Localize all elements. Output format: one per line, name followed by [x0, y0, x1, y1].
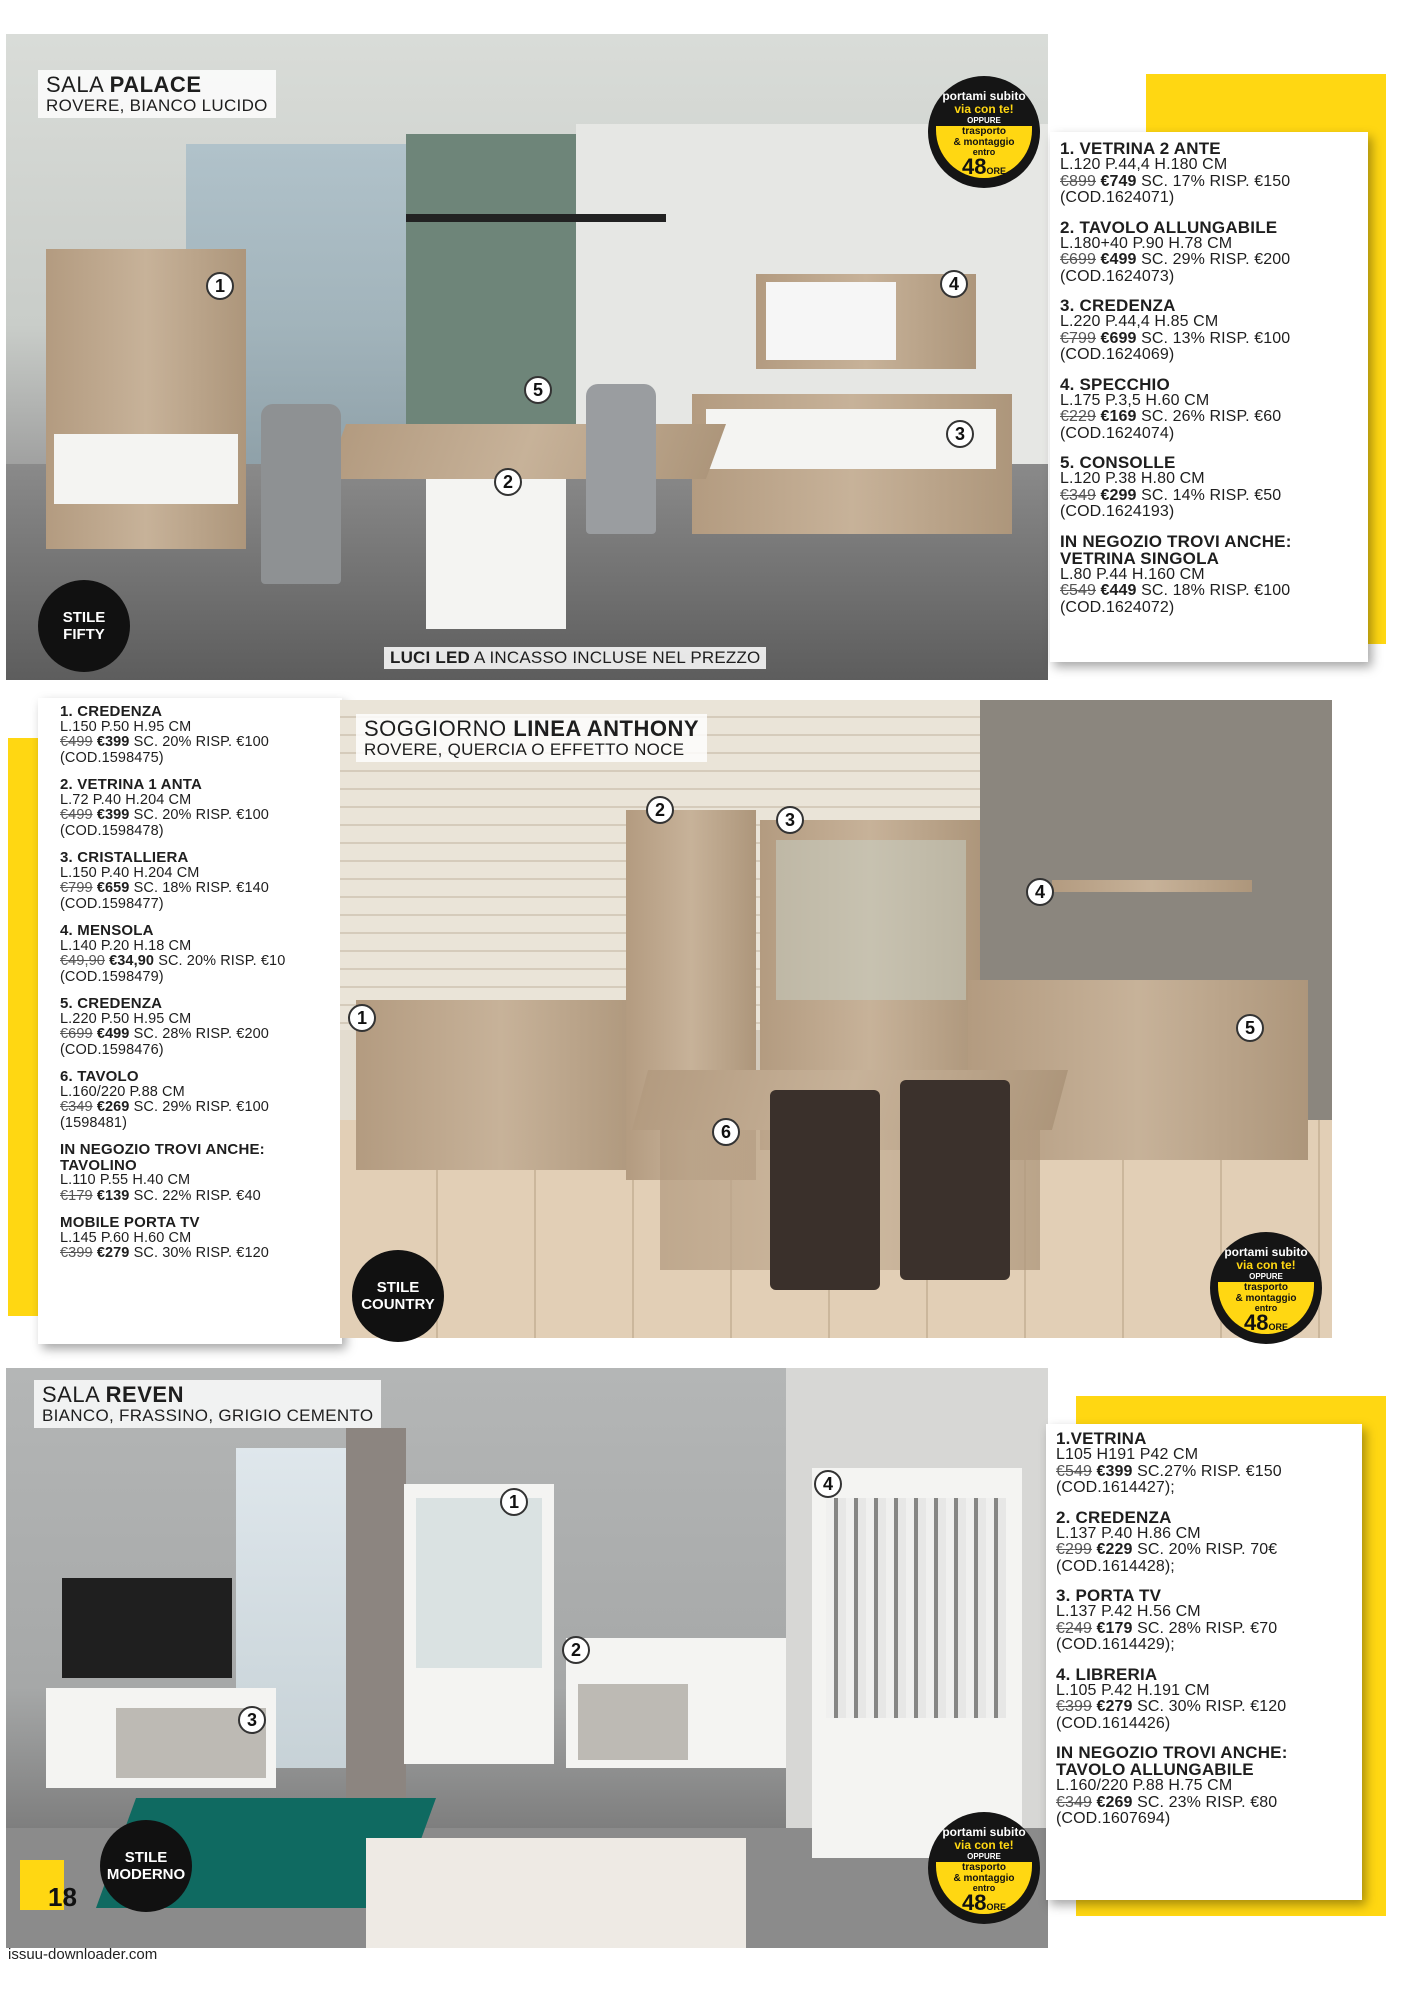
item-name: 1. CREDENZA [60, 703, 163, 720]
credenza-panel [578, 1684, 688, 1760]
item-discount: SC. 17% RISP. €150 [1141, 172, 1291, 190]
item-new-price: €449 [1100, 582, 1137, 599]
palace-delivery-badge [928, 76, 1040, 188]
reven-item [1056, 1430, 1352, 1497]
badge-hours-unit: ORE [986, 1902, 1006, 1912]
reven-marker-2: 2 [562, 1636, 590, 1664]
anthony-marker-1: 1 [348, 1004, 376, 1032]
badge-line1: portami subito [942, 89, 1026, 103]
chair-right [586, 384, 656, 534]
palace-title-bold: PALACE [109, 72, 202, 97]
palace-marker-3: 3 [946, 420, 974, 448]
palace-item-extra [1060, 533, 1358, 617]
palace-room-photo [6, 34, 1048, 680]
badge-line4: trasporto [962, 126, 1006, 137]
item-old-price: €499 [60, 807, 93, 823]
item-dims: L.180+40 P.90 H.78 CM [1060, 234, 1233, 252]
item-discount: SC. 13% RISP. €100 [1141, 329, 1291, 347]
palace-style-badge [38, 580, 130, 672]
anthony-item [60, 923, 332, 985]
item-new-price: €139 [96, 1187, 130, 1204]
badge-line4: trasporto [1244, 1282, 1288, 1293]
item-new-price: €169 [1100, 408, 1137, 425]
reven-title-plain: SALA [42, 1382, 100, 1407]
page-number: 18 [48, 1882, 77, 1912]
badge-line6: entro [1254, 1303, 1278, 1313]
reven-price-card [1046, 1424, 1362, 1900]
palace-led-caption [384, 647, 766, 669]
item-old-price: €699 [1060, 251, 1096, 268]
item-old-price: €299 [1056, 1541, 1092, 1558]
anthony-item [60, 996, 332, 1058]
cristalliera-glass [776, 840, 966, 1000]
item-discount: SC. 18% RISP. €100 [1141, 582, 1291, 599]
tv-screen [62, 1578, 232, 1678]
item-name: IN NEGOZIO TROVI ANCHE: TAVOLINO [60, 1141, 265, 1174]
item-old-price: €549 [1060, 582, 1096, 599]
vetrina-glass [416, 1498, 542, 1668]
item-dims: L.220 P.44,4 H.85 CM [1060, 313, 1219, 330]
item-dims: L.220 P.50 H.95 CM [60, 1010, 192, 1027]
anthony-style-badge [352, 1250, 444, 1342]
pendant-lamp [406, 214, 666, 222]
item-name: IN NEGOZIO TROVI ANCHE: TAVOLO ALLUNGABILE [1056, 1743, 1288, 1779]
badge-line5: & montaggio [953, 1873, 1015, 1884]
credenza-left [356, 1000, 646, 1170]
badge-line1: portami subito [1224, 1245, 1308, 1259]
style-label-line2: MODERNO [106, 1866, 186, 1883]
anthony-marker-3: 3 [776, 806, 804, 834]
badge-hours-unit: ORE [1268, 1322, 1288, 1332]
reven-title [34, 1380, 381, 1428]
item-new-price: €399 [96, 807, 130, 823]
badge-hours-number: 48 [962, 1890, 987, 1915]
item-discount: SC. 30% RISP. €120 [133, 1245, 269, 1261]
item-name: 4. LIBRERIA [1056, 1664, 1158, 1684]
item-old-price: €699 [60, 1026, 93, 1042]
anthony-title-plain: SOGGIORNO [364, 716, 507, 741]
style-label-line1: STILE [62, 609, 106, 626]
item-discount: SC. 18% RISP. €140 [133, 880, 269, 896]
badge-line6: entro [972, 147, 996, 157]
badge-hours-number: 48 [1244, 1310, 1269, 1335]
item-dims: L.137 P.40 H.86 CM [1056, 1524, 1201, 1542]
anthony-marker-5: 5 [1236, 1014, 1264, 1042]
item-name: 1. VETRINA 2 ANTE [1060, 139, 1221, 158]
anthony-room-photo [340, 700, 1332, 1338]
reven-subtitle: BIANCO, FRASSINO, GRIGIO CEMENTO [42, 1406, 374, 1425]
palace-item [1060, 297, 1358, 364]
item-old-price: €349 [1056, 1793, 1092, 1811]
badge-hours [928, 156, 1040, 182]
badge-line4: trasporto [962, 1862, 1006, 1873]
palace-marker-4: 4 [940, 270, 968, 298]
style-label-line2: COUNTRY [361, 1296, 435, 1313]
item-old-price: €799 [60, 880, 93, 896]
anthony-item [60, 704, 332, 766]
item-name: 5. CONSOLLE [1060, 453, 1176, 472]
reven-item-extra [1056, 1744, 1352, 1828]
item-new-price: €269 [96, 1099, 130, 1115]
palace-title [38, 70, 276, 118]
anthony-marker-6: 6 [712, 1118, 740, 1146]
reven-item [1056, 1587, 1352, 1654]
item-code: (COD.1624193) [1060, 503, 1175, 520]
item-dims: L.120 P.44,4 H.180 CM [1060, 156, 1228, 173]
item-old-price: €179 [60, 1187, 93, 1204]
anthony-price-card [38, 698, 342, 1344]
anthony-item [60, 777, 332, 839]
palace-marker-5: 5 [524, 376, 552, 404]
badge-line2: via con te! [954, 1838, 1014, 1852]
item-new-price: €299 [1100, 486, 1137, 504]
badge-line3: OPPURE [967, 116, 1001, 125]
mensola-shelf [1052, 880, 1252, 892]
palace-item [1060, 219, 1358, 286]
anthony-item [60, 850, 332, 912]
badge-hours [928, 1892, 1040, 1918]
item-code: (COD.1614427); [1056, 1479, 1175, 1496]
style-label-line1: STILE [376, 1279, 420, 1296]
item-old-price: €349 [1060, 486, 1096, 504]
item-code: (COD.1598479) [60, 968, 164, 985]
item-code: (COD.1624073) [1060, 267, 1175, 285]
item-name: 1.VETRINA [1056, 1429, 1147, 1448]
item-dims: L.110 P.55 H.40 CM [60, 1172, 191, 1188]
item-discount: SC. 29% RISP. €200 [1141, 251, 1291, 268]
item-name: IN NEGOZIO TROVI ANCHE: VETRINA SINGOLA [1060, 531, 1292, 568]
anthony-delivery-badge [1210, 1232, 1322, 1344]
palace-price-card [1050, 132, 1368, 662]
item-discount: SC. 20% RISP. €10 [158, 953, 286, 969]
item-code: (COD.1598476) [60, 1041, 164, 1058]
item-discount: SC. 20% RISP. €100 [133, 807, 269, 823]
reven-marker-4: 4 [814, 1470, 842, 1498]
item-name: 4. MENSOLA [60, 922, 154, 939]
badge-hours [1210, 1312, 1322, 1338]
palace-marker-2: 2 [494, 468, 522, 496]
item-old-price: €899 [1060, 172, 1096, 190]
badge-line5: & montaggio [953, 137, 1015, 148]
dining-table-top [326, 424, 726, 479]
item-old-price: €249 [1056, 1619, 1092, 1637]
item-discount: SC. 20% RISP. €100 [133, 734, 269, 750]
item-new-price: €34,90 [109, 953, 155, 969]
palace-subtitle: ROVERE, BIANCO LUCIDO [46, 96, 268, 115]
anthony-marker-2: 2 [646, 796, 674, 824]
item-name: 2. TAVOLO ALLUNGABILE [1060, 217, 1278, 237]
item-discount: SC. 28% RISP. €70 [1137, 1619, 1278, 1637]
item-new-price: €499 [96, 1026, 130, 1042]
item-new-price: €279 [1096, 1698, 1133, 1715]
item-old-price: €349 [60, 1099, 93, 1115]
anthony-title-bold: LINEA ANTHONY [513, 716, 700, 741]
caption-rest: A INCASSO INCLUSE NEL PREZZO [473, 648, 761, 667]
badge-line3: OPPURE [967, 1852, 1001, 1861]
anthony-subtitle: ROVERE, QUERCIA O EFFETTO NOCE [364, 740, 685, 759]
item-new-price: €399 [96, 734, 130, 750]
reven-title-bold: REVEN [105, 1382, 184, 1407]
palace-title-plain: SALA [46, 72, 104, 97]
item-code: (1598481) [60, 1114, 128, 1131]
reven-style-badge [100, 1820, 192, 1912]
item-name: 3. CREDENZA [1060, 296, 1176, 315]
item-code: (COD.1614429); [1056, 1636, 1175, 1653]
item-dims: L.72 P.40 H.204 CM [60, 791, 192, 808]
chair-dark-2 [900, 1080, 1010, 1280]
libreria-books [826, 1498, 1006, 1718]
palace-item [1060, 376, 1358, 443]
item-old-price: €49,90 [60, 953, 105, 969]
reven-item [1056, 1666, 1352, 1733]
vetrina-white-panel [54, 434, 238, 504]
badge-line2: via con te! [954, 102, 1014, 116]
item-discount: SC. 30% RISP. €120 [1137, 1698, 1287, 1715]
item-discount: SC. 22% RISP. €40 [133, 1187, 261, 1204]
white-sofa [366, 1838, 746, 1948]
item-code: (COD.1624071) [1060, 189, 1175, 206]
item-name: 5. CREDENZA [60, 995, 163, 1012]
item-discount: SC. 26% RISP. €60 [1141, 408, 1282, 425]
item-code: (COD.1598475) [60, 749, 164, 766]
item-new-price: €659 [96, 880, 130, 896]
item-discount: SC. 20% RISP. 70€ [1137, 1541, 1278, 1558]
item-new-price: €269 [1096, 1793, 1133, 1811]
chair-left [261, 404, 341, 584]
badge-line1: portami subito [942, 1825, 1026, 1839]
item-discount: SC. 28% RISP. €200 [133, 1026, 269, 1042]
item-name: 4. SPECCHIO [1060, 374, 1170, 394]
item-code: (COD.1598477) [60, 895, 164, 912]
item-new-price: €179 [1096, 1619, 1133, 1637]
item-dims: L.160/220 P.88 CM [60, 1083, 185, 1100]
item-new-price: €499 [1100, 251, 1137, 268]
item-new-price: €749 [1100, 172, 1137, 190]
caption-bold: LUCI LED [390, 648, 470, 667]
item-new-price: €699 [1100, 329, 1137, 347]
item-new-price: €229 [1096, 1541, 1133, 1558]
item-new-price: €399 [1096, 1462, 1133, 1480]
style-label-line2: FIFTY [63, 626, 105, 643]
palace-item [1060, 140, 1358, 207]
style-label-line1: STILE [124, 1849, 168, 1866]
item-code: (COD.1624072) [1060, 598, 1175, 616]
anthony-marker-4: 4 [1026, 878, 1054, 906]
chair-dark-1 [770, 1090, 880, 1290]
item-old-price: €549 [1056, 1462, 1092, 1480]
item-code: (COD.1614426) [1056, 1714, 1171, 1732]
item-dims: L.175 P.3,5 H.60 CM [1060, 391, 1210, 409]
item-dims: L.80 P.44 H.160 CM [1060, 565, 1205, 583]
item-code: (COD.1614428); [1056, 1557, 1175, 1575]
item-dims: L.140 P.20 H.18 CM [60, 937, 192, 954]
badge-line6: entro [972, 1883, 996, 1893]
anthony-title [356, 714, 707, 762]
badge-line2: via con te! [1236, 1258, 1296, 1272]
item-name: MOBILE PORTA TV [60, 1214, 200, 1231]
item-name: 3. PORTA TV [1056, 1586, 1162, 1605]
item-old-price: €399 [1056, 1698, 1092, 1715]
item-name: 3. CRISTALLIERA [60, 849, 189, 866]
anthony-item-extra [60, 1142, 332, 1204]
badge-hours-number: 48 [962, 154, 987, 179]
item-discount: SC. 23% RISP. €80 [1137, 1793, 1278, 1811]
item-new-price: €279 [96, 1245, 130, 1261]
item-dims: L.160/220 P.88 H.75 CM [1056, 1777, 1233, 1794]
item-name: 2. VETRINA 1 ANTA [60, 776, 203, 793]
item-dims: L.105 P.42 H.191 CM [1056, 1681, 1210, 1699]
anthony-item [60, 1069, 332, 1131]
item-dims: L.137 P.42 H.56 CM [1056, 1603, 1201, 1620]
green-wall [406, 134, 576, 454]
item-code: (COD.1624074) [1060, 424, 1175, 442]
item-old-price: €399 [60, 1245, 93, 1261]
badge-line5: & montaggio [1235, 1293, 1297, 1304]
reven-marker-3: 3 [238, 1706, 266, 1734]
item-dims: L.120 P.38 H.80 CM [1060, 470, 1205, 487]
item-code: (COD.1598478) [60, 822, 164, 839]
item-discount: SC. 14% RISP. €50 [1141, 486, 1282, 504]
reven-delivery-badge [928, 1812, 1040, 1924]
item-old-price: €799 [1060, 329, 1096, 347]
palace-marker-1: 1 [206, 272, 234, 300]
item-code: (COD.1607694) [1056, 1810, 1171, 1827]
item-dims: L.150 P.50 H.95 CM [60, 718, 192, 735]
badge-hours-unit: ORE [986, 166, 1006, 176]
item-discount: SC.27% RISP. €150 [1137, 1462, 1282, 1480]
item-old-price: €499 [60, 734, 93, 750]
reven-marker-1: 1 [500, 1488, 528, 1516]
dining-table-base [426, 479, 566, 629]
item-discount: SC. 29% RISP. €100 [133, 1099, 269, 1115]
reven-item [1056, 1509, 1352, 1576]
item-dims: L.150 P.40 H.204 CM [60, 864, 200, 881]
item-old-price: €229 [1060, 408, 1096, 425]
anthony-yellow-accent [8, 738, 38, 1316]
palace-item [1060, 454, 1358, 521]
item-dims: L105 H191 P42 CM [1056, 1446, 1199, 1463]
item-name: 2. CREDENZA [1056, 1507, 1172, 1527]
item-name: 6. TAVOLO [60, 1068, 139, 1085]
anthony-item-extra [60, 1215, 332, 1262]
item-dims: L.145 P.60 H.60 CM [60, 1229, 192, 1246]
footer-source: issuu-downloader.com [8, 1946, 158, 1963]
badge-line3: OPPURE [1249, 1272, 1283, 1281]
mirror-glass [766, 282, 896, 360]
item-code: (COD.1624069) [1060, 346, 1175, 363]
